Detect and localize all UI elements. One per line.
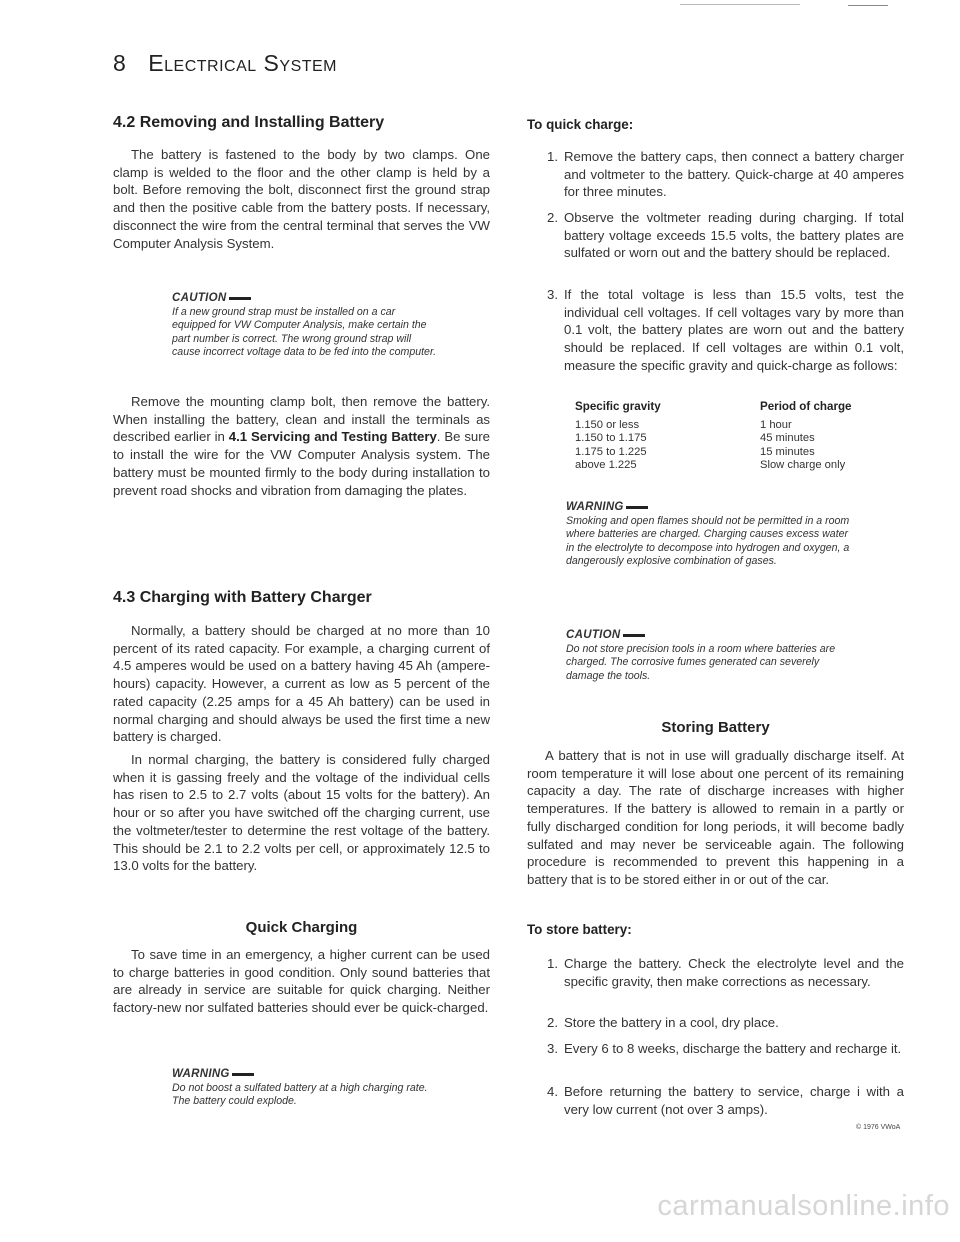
warning-note [566, 501, 856, 569]
chapter-title: Electrical System [148, 50, 338, 76]
list-item-text: Every 6 to 8 weeks, discharge the battery and recharge it. [564, 1041, 902, 1056]
watermark: carmanualsonline.info [657, 1190, 950, 1222]
store-battery-label: To store battery: [527, 922, 632, 937]
caution-note [172, 292, 440, 360]
caution-text: If a new ground strap must be installed on a car equipped for VW Computer Analysis, make certain the part number is correct. The wrong ground strap will cause incorrect voltage data to be fed into the computer. [172, 305, 437, 359]
list-item-text: Charge the battery. Check the electrolyte level and the specific gravity, then make corrections as necessary. [564, 956, 904, 989]
copyright-mark: © 1976 VWoA [856, 1124, 901, 1131]
table-header-gravity: Specific gravity [575, 400, 661, 413]
list-number: 3. [547, 1041, 558, 1056]
scan-artifact-line [848, 5, 888, 6]
list-item [547, 148, 904, 201]
scan-artifact-line [680, 4, 800, 5]
caution-text: Do not store precision tools in a room where batteries are charged. The corrosive fumes generated can severely damage the tools. [566, 642, 836, 682]
list-number: 2. [547, 1015, 558, 1030]
list-number: 2. [547, 210, 558, 225]
table-cell: 1.175 to 1.225 [575, 445, 647, 458]
paragraph: Normally, a battery should be charged at no more than 10 percent of its rated capacity. For example, a charging current of 4.5 amperes would be used on a battery having 45 Ah (ampere-hours) capacity. However, a current as low as 5 percent of the rated capacity (2.25 amps for a 45 Ah battery) can be used in normal charging and should always be used the first time a new battery is charged. [113, 623, 490, 745]
table-cell: 15 minutes [760, 445, 815, 458]
table-header-period: Period of charge [760, 400, 852, 413]
list-number: 3. [547, 287, 558, 302]
subheading-quick-charging: Quick Charging [245, 919, 358, 936]
caution-label: CAUTION [172, 292, 227, 304]
quick-charge-label: To quick charge: [527, 117, 634, 132]
section-heading-4-2: 4.2 Removing and Installing Battery [113, 114, 385, 131]
warning-note [172, 1068, 440, 1109]
list-item [547, 1083, 904, 1118]
list-item-text: Store the battery in a cool, dry place. [564, 1015, 779, 1030]
caution-label: CAUTION [566, 629, 621, 641]
specific-gravity-table [575, 400, 661, 472]
table-cell: above 1.225 [575, 458, 637, 471]
page-number: 8 [113, 50, 127, 76]
section-heading-4-3: 4.3 Charging with Battery Charger [113, 589, 372, 606]
table-cell: Slow charge only [760, 458, 846, 471]
list-item [547, 955, 904, 990]
warning-text: Do not boost a sulfated battery at a high charging rate. The battery could explode. [172, 1081, 428, 1108]
list-item [547, 1040, 904, 1058]
table-cell: 45 minutes [760, 432, 815, 445]
warning-bar [626, 506, 648, 509]
paragraph-text: . Be sure to install the wire for the VW Computer Analysis system. The battery must be mounted firmly to the body during installation to prevent road shocks and vibration from damaging the plates. [113, 429, 490, 498]
list-number: 4. [547, 1084, 558, 1099]
caution-bar [229, 297, 251, 300]
list-number: 1. [547, 149, 558, 164]
caution-bar [623, 634, 645, 637]
list-item [547, 1014, 904, 1032]
caution-note [566, 629, 856, 683]
page-header [113, 50, 337, 77]
paragraph-text: Remove the mounting clamp bolt, then remove the battery. When installing the battery, clean and install the terminals as described earlier in [113, 394, 490, 445]
list-item-text: Before returning the battery to service, charge i with a very low current (not over 3 amps). [564, 1084, 904, 1117]
subheading-storing-battery: Storing Battery [661, 719, 770, 736]
paragraph: The battery is fastened to the body by two clamps. One clamp is welded to the floor and the other clamp is held by a bolt. Before removing the bolt, disconnect first the ground strap and then the positive cable from the battery posts. If necessary, disconnect the wire from the central terminal that serves the VW Computer Analysis System. [113, 147, 490, 251]
paragraph: A battery that is not in use will gradually discharge itself. At room temperature it will lose about one percent of its remaining capacity a day. The rate of discharge increases with higher temperatures. If the battery is allowed to remain in a partly or fully discharged condition for long periods, it will become badly sulfated and may never be serviceable again. The following procedure is recommended to prevent this happening in a battery that is to be stored either in or out of the car. [527, 748, 904, 887]
list-item-text: Remove the battery caps, then connect a battery charger and voltmeter to the battery. Quick-charge at 40 amperes for three minutes. [564, 149, 904, 200]
warning-label: WARNING [566, 501, 624, 513]
paragraph: To save time in an emergency, a higher current can be used to charge batteries in good condition. Only sound batteries that are already in service are suitable for quick charging. Neither factory-new nor sulfated batteries should ever be quick-charged. [113, 947, 490, 1016]
list-item-text: Observe the voltmeter reading during charging. If total battery voltage exceeds 15.5 volts, the battery plates are sulfated or worn out and the battery should be replaced. [564, 210, 904, 261]
warning-label: WARNING [172, 1068, 230, 1080]
table-cell: 1 hour [760, 419, 792, 432]
list-item [547, 286, 904, 375]
list-item-text: If the total voltage is less than 15.5 volts, test the individual cell voltages. If cell voltages vary by more than 0.1 volt, the battery plates are worn out and the battery should be replaced. If cell voltages are within 0.1 volt, measure the specific gravity and quick-charge as follows: [564, 287, 904, 373]
list-number: 1. [547, 956, 558, 971]
period-of-charge-table [760, 400, 851, 472]
table-cell: 1.150 or less [575, 419, 640, 432]
paragraph [113, 393, 490, 499]
warning-bar [232, 1073, 254, 1076]
paragraph: In normal charging, the battery is considered fully charged when it is gassing freely and the voltage of the individual cells has risen to 2.5 to 2.7 volts (about 15 volts for the battery). An hour or so after you have switched off the charging current, use the voltmeter/tester to determine the rest voltage of the battery. This should be 2.1 to 2.2 volts per cell, or approximately 12.5 to 13.0 volts for the battery. [113, 752, 490, 874]
table-cell: 1.150 to 1.175 [575, 432, 647, 445]
list-item [547, 209, 904, 262]
cross-reference: 4.1 Servicing and Testing Battery [228, 429, 437, 445]
warning-text: Smoking and open flames should not be permitted in a room where batteries are charged. Charging causes excess water in the electrolyte to decompose into hydrogen and oxygen, a dangerously explosive combination of gases. [566, 514, 850, 568]
